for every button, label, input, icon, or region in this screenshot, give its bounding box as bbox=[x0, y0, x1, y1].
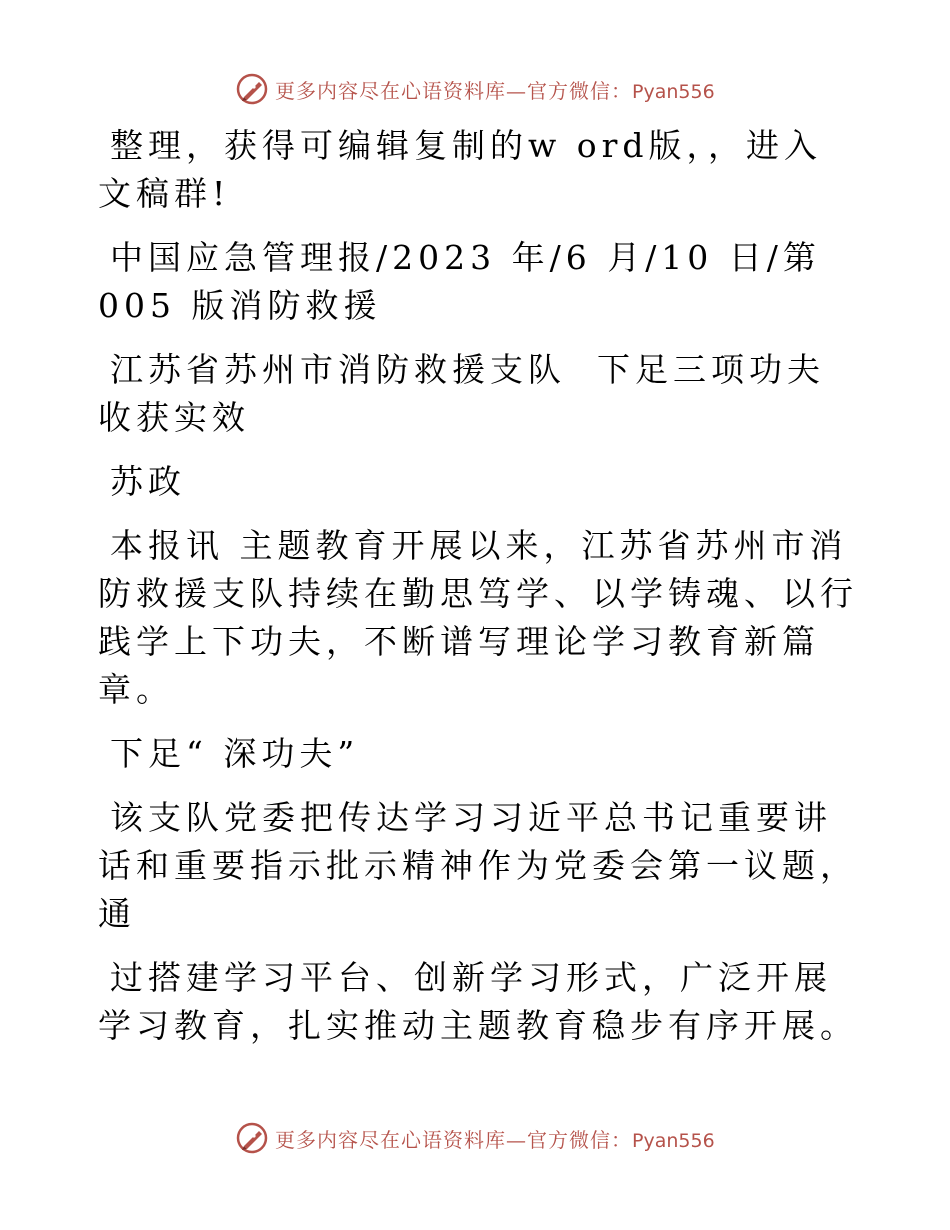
paragraph-lead: 本报讯 主题教育开展以来，江苏省苏州市消防救援支队持续在勤思笃学、以学铸魂、以行践学上下功夫，不断谱写理论学习教育新篇章。 bbox=[98, 526, 858, 709]
header-watermark bbox=[235, 72, 715, 106]
watermark-text: 更多内容尽在心语资料库—官方微信：Pyan556 bbox=[275, 78, 715, 103]
footer-watermark bbox=[235, 1121, 715, 1155]
document-body bbox=[98, 122, 858, 1066]
paragraph-subheading: 下足“ 深功夫” bbox=[110, 734, 360, 773]
watermark-text: 更多内容尽在心语资料库—官方微信：Pyan556 bbox=[275, 1127, 715, 1152]
paragraph-author: 苏政 bbox=[110, 462, 186, 501]
pen-logo-icon bbox=[235, 72, 269, 106]
pen-logo-icon bbox=[235, 1121, 269, 1155]
paragraph-intro: 整理，获得可编辑复制的w ord版，，进入文稿群! bbox=[98, 126, 823, 213]
paragraph-source: 中国应急管理报/2023 年/6 月/10 日/第 005 版消防救援 bbox=[98, 238, 837, 325]
paragraph-body-1: 该支队党委把传达学习习近平总书记重要讲话和重要指示批示精神作为党委会第一议题，通 bbox=[98, 798, 858, 933]
paragraph-headline: 江苏省苏州市消防救援支队 下足三项功夫收获实效 bbox=[98, 350, 825, 437]
paragraph-body-2: 过搭建学习平台、创新学习形式，广泛开展学习教育，扎实推动主题教育稳步有序开展。 bbox=[98, 958, 858, 1045]
